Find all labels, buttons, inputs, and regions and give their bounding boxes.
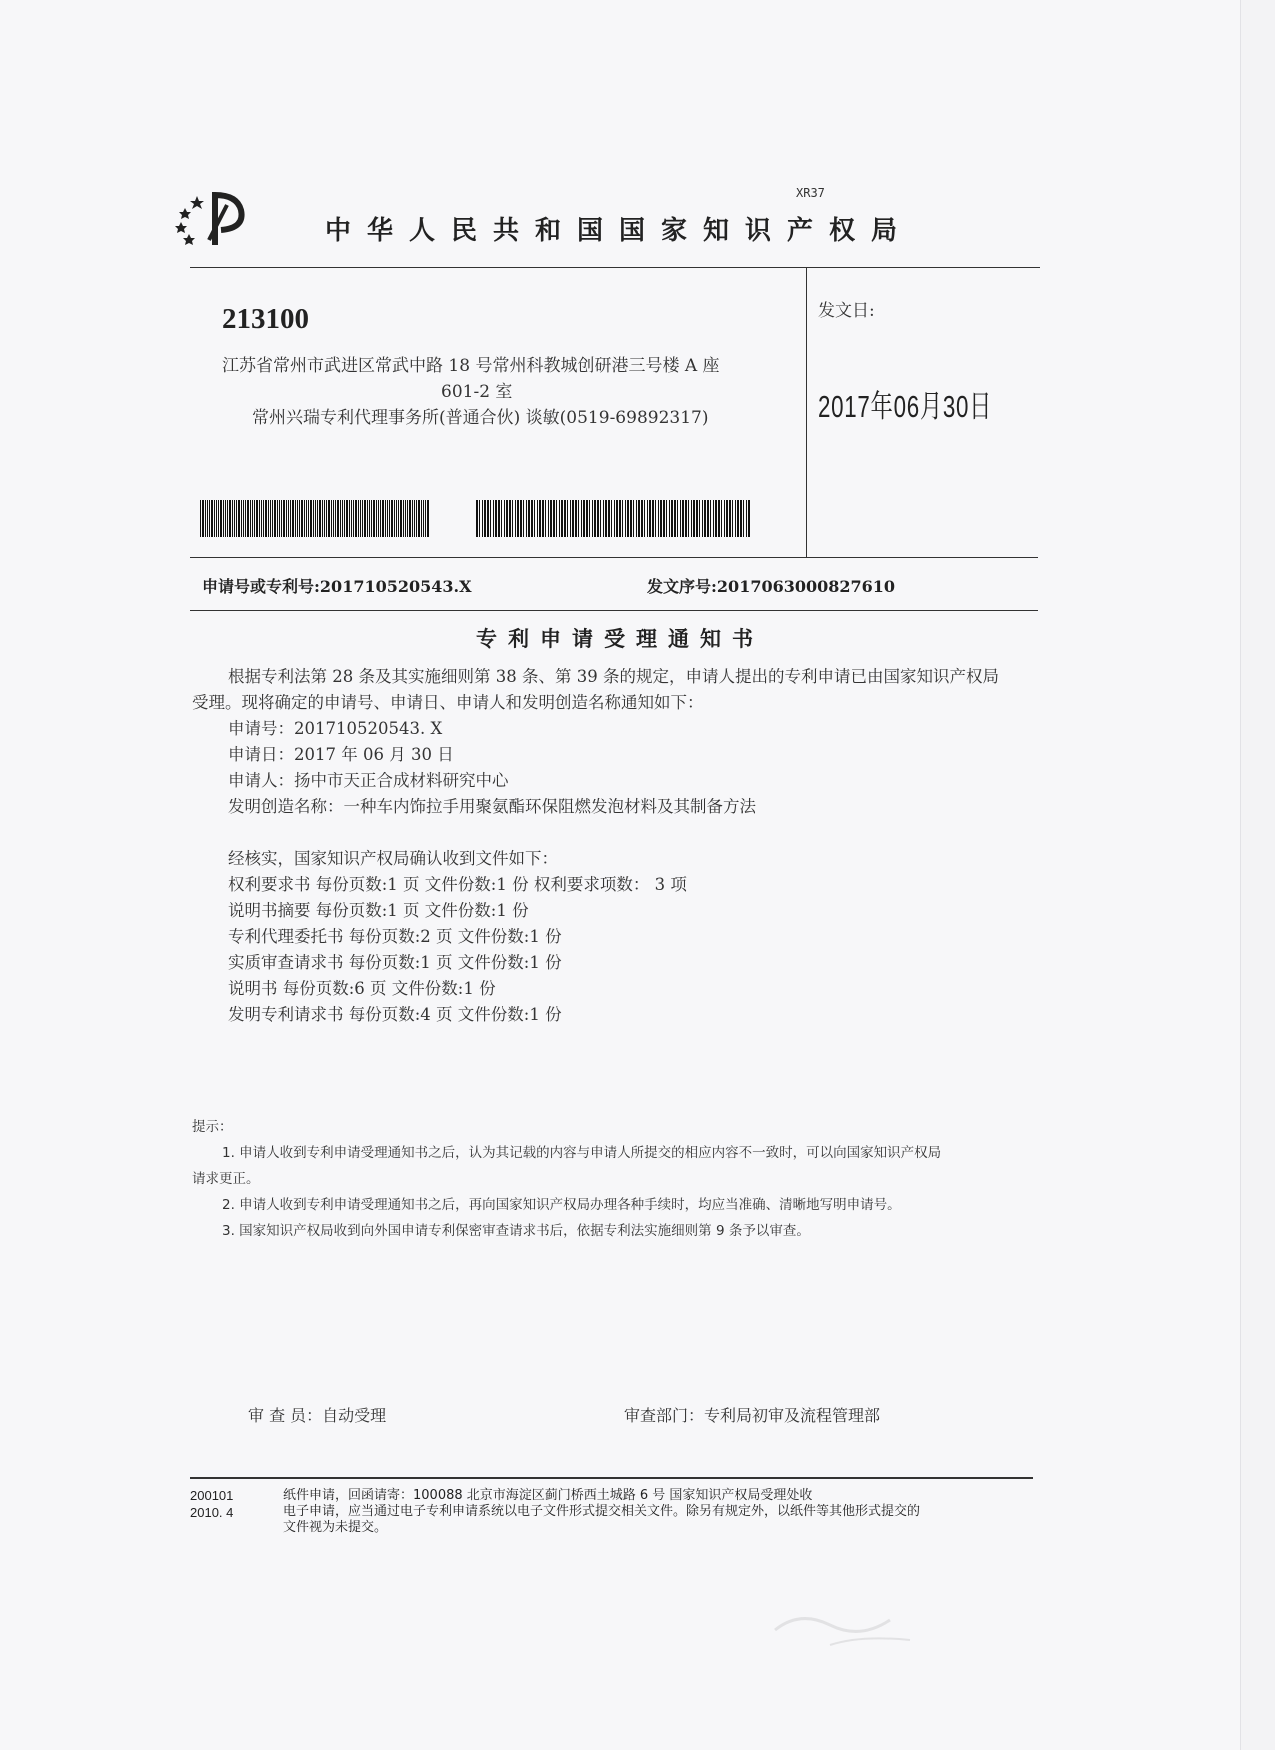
received-item: 权利要求书 每份页数:1 页 文件份数:1 份 权利要求项数： 3 项 [228, 875, 687, 894]
notice-body [192, 664, 1040, 1028]
postcode: 213100 [222, 303, 309, 335]
footer-rule [190, 1477, 1033, 1479]
refs-bottom-rule [190, 610, 1038, 611]
address-line-1: 江苏省常州市武进区常武中路 18 号常州科教城创研港三号楼 A 座 [222, 356, 720, 376]
received-item: 实质审查请求书 每份页数:1 页 文件份数:1 份 [228, 953, 562, 972]
seal-smudge [770, 1600, 920, 1650]
dispatch-date-label: 发文日: [818, 301, 875, 321]
received-intro: 经核实，国家知识产权局确认收到文件如下： [228, 849, 558, 868]
notice-title: 专利申请受理通知书 [476, 627, 764, 651]
serial-number-row [647, 574, 895, 597]
barcode-right [476, 500, 751, 537]
recipient: 常州兴瑞专利代理事务所(普通合伙) 谈敏(0519-69892317) [252, 408, 709, 428]
sipo-logo-icon [175, 190, 255, 250]
dispatch-date: 2017年06月30日 [818, 389, 993, 424]
footer-paper-line: 纸件申请，回函请寄：100088 北京市海淀区蓟门桥西土城路 6 号 国家知识产权局受理处收 [283, 1488, 813, 1503]
received-item: 说明书摘要 每份页数:1 页 文件份数:1 份 [228, 901, 529, 920]
intro-line-2: 受理。现将确定的申请号、申请日、申请人和发明创造名称通知如下： [192, 693, 704, 712]
address-line-2: 601-2 室 [441, 382, 513, 402]
field-invention-title: 发明创造名称：一种车内饰拉手用聚氨酯环保阻燃发泡材料及其制备方法 [228, 797, 756, 816]
examiner: 审 查 员：自动受理 [248, 1406, 387, 1425]
tips-label: 提示： [192, 1119, 233, 1135]
tip-3: 3. 国家知识产权局收到向外国申请专利保密审查请求书后，依据专利法实施细则第 9 条予以审查。 [222, 1223, 810, 1239]
tip-2: 2. 申请人收到专利申请受理通知书之后，再向国家知识产权局办理各种手续时，均应当准确、清晰地写明申请号。 [222, 1197, 901, 1213]
field-filing-date: 申请日：2017 年 06 月 30 日 [228, 745, 454, 764]
refs-top-rule [190, 557, 1038, 558]
footer-code-1: 200101 [190, 1488, 234, 1503]
footer-electronic-line-2: 文件视为未提交。 [283, 1520, 388, 1535]
agency-name: 中华人民共和国国家知识产权局 [325, 216, 914, 246]
department: 审查部门：专利局初审及流程管理部 [624, 1406, 881, 1425]
serial-number-label: 发文序号: [647, 577, 717, 596]
field-application-number: 申请号：201710520543. X [228, 719, 443, 738]
application-number: 201710520543.X [319, 577, 472, 596]
tips-section [192, 1114, 1040, 1244]
barcode-left [200, 500, 430, 537]
application-number-label: 申请号或专利号: [202, 577, 320, 596]
serial-number: 2017063000827610 [716, 577, 896, 596]
intro-line-1: 根据专利法第 28 条及其实施细则第 38 条、第 39 条的规定，申请人提出的专利申请已由国家知识产权局 [228, 667, 999, 686]
footer-notes [283, 1488, 1043, 1536]
spacer [192, 820, 1040, 846]
header-rule [190, 267, 1040, 268]
field-applicant: 申请人：扬中市天正合成材料研究中心 [228, 771, 509, 790]
tip-1-line-2: 请求更正。 [192, 1171, 260, 1187]
received-item: 发明专利请求书 每份页数:4 页 文件份数:1 份 [228, 1005, 562, 1024]
tip-1-line-1: 1. 申请人收到专利申请受理通知书之后，认为其记载的内容与申请人所提交的相应内容不一致时，可以向国家知识产权局 [222, 1145, 942, 1161]
received-item: 说明书 每份页数:6 页 文件份数:1 份 [228, 979, 496, 998]
date-column-divider [806, 267, 807, 557]
footer-code-2: 2010. 4 [190, 1505, 234, 1520]
application-number-row [202, 574, 472, 597]
footer-electronic-line-1: 电子申请，应当通过电子专利申请系统以电子文件形式提交相关文件。除另有规定外，以纸件等其他形式提交的 [283, 1504, 921, 1519]
form-code: XR37 [796, 186, 825, 200]
received-item: 专利代理委托书 每份页数:2 页 文件份数:1 份 [228, 927, 562, 946]
